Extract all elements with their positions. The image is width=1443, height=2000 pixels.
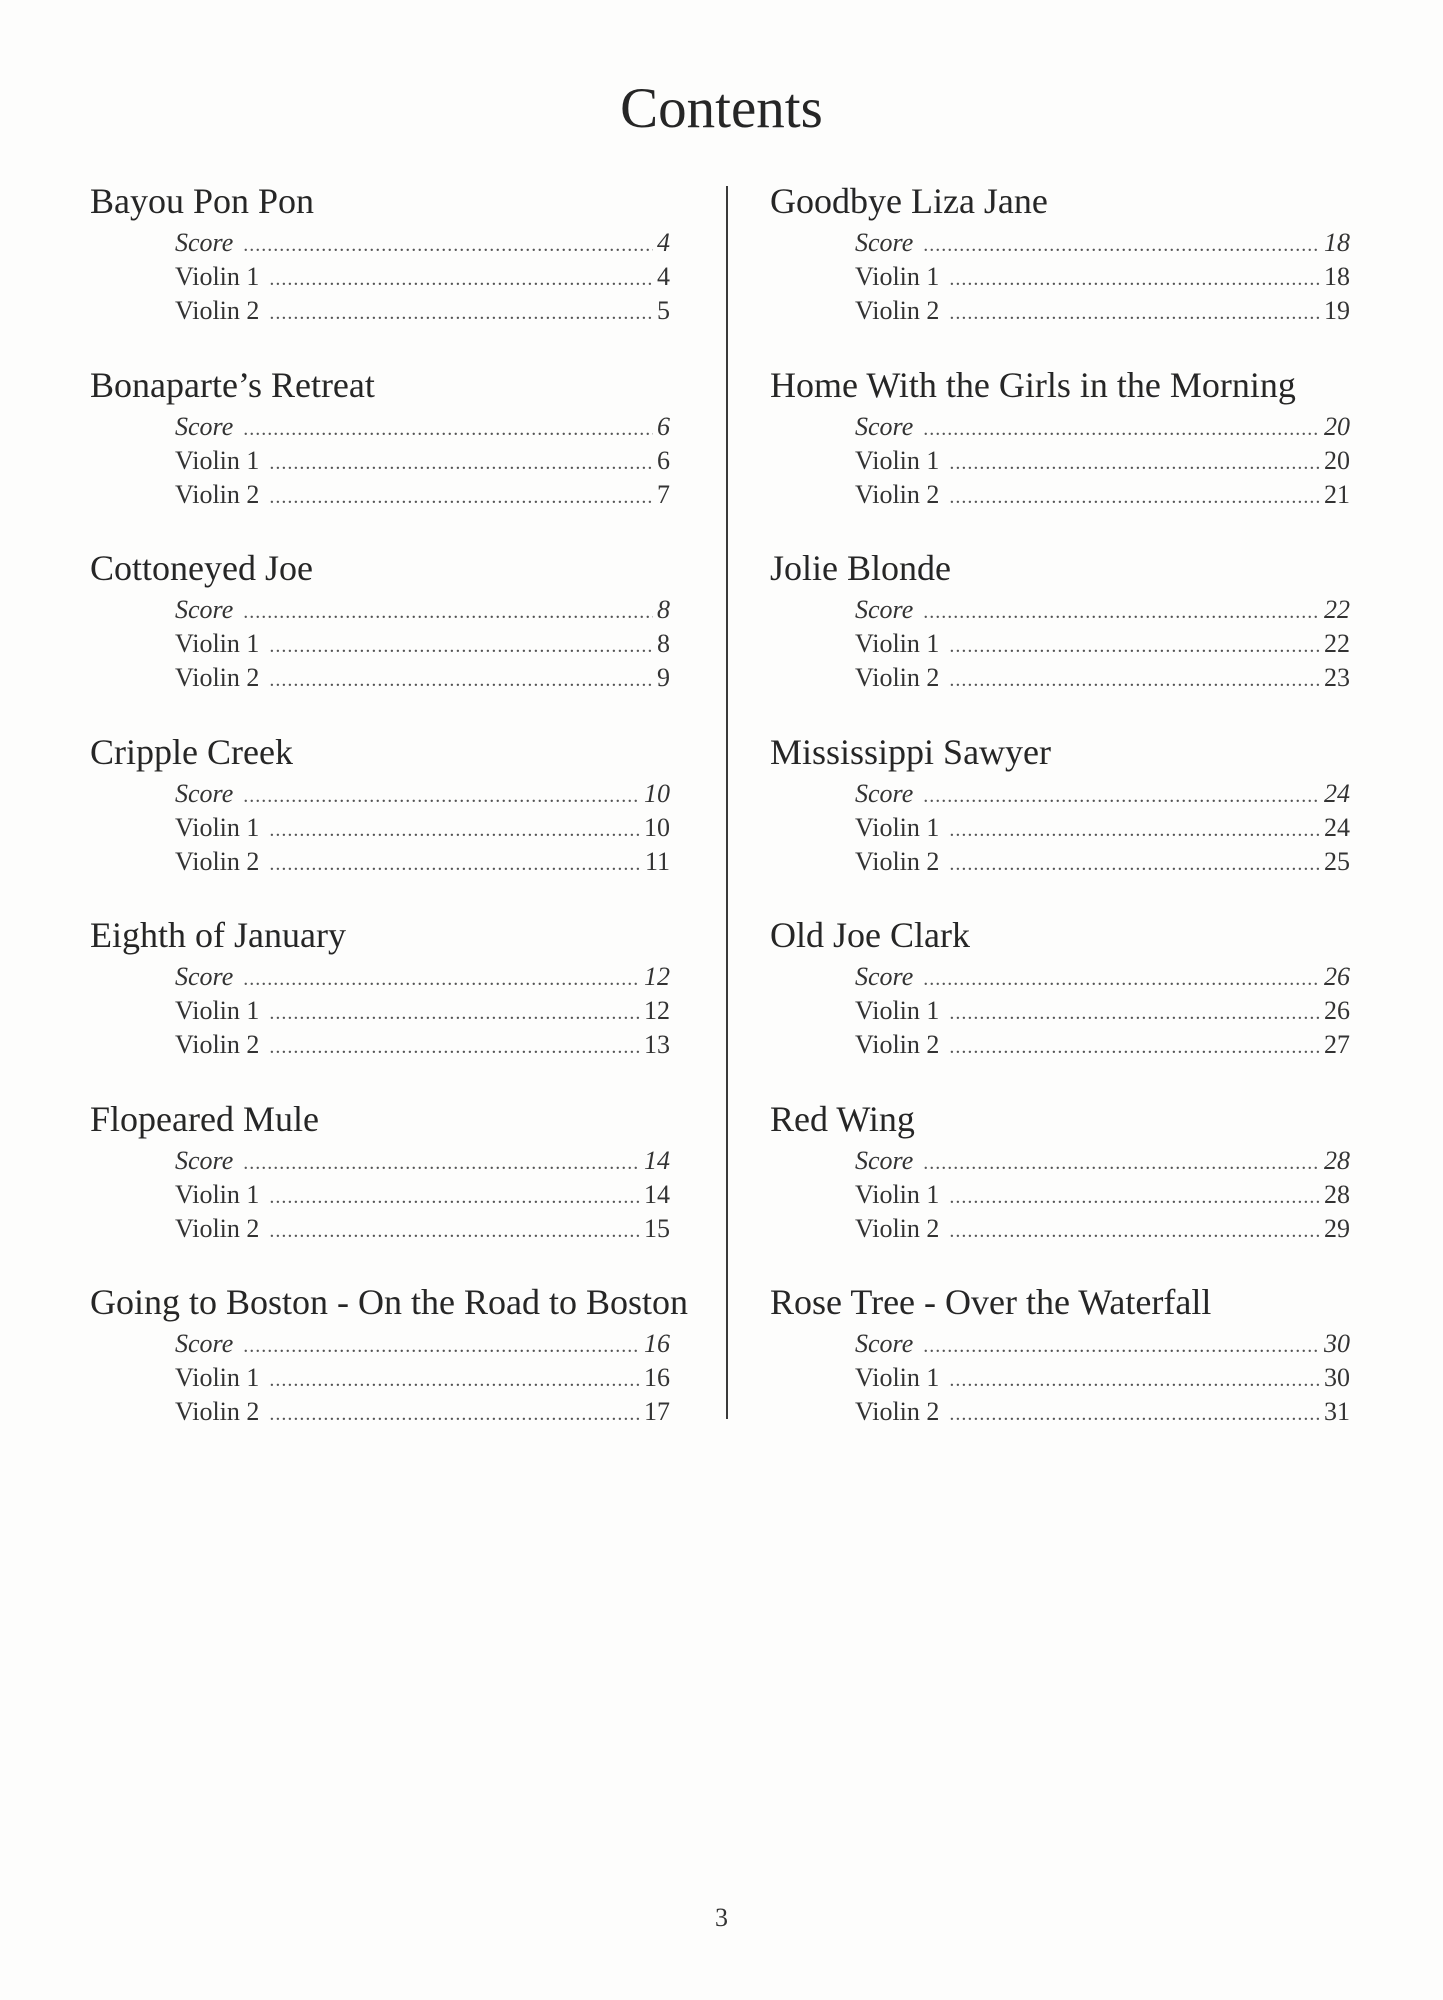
toc-entry-page: 22	[1324, 595, 1350, 624]
toc-entry-page: 26	[1324, 962, 1350, 991]
song-title: Going to Boston - On the Road to Boston	[90, 1282, 689, 1322]
toc-entry-label: Violin 2	[855, 1030, 940, 1059]
dot-leader	[269, 1363, 640, 1397]
toc-entry	[175, 294, 670, 328]
dot-leader	[269, 847, 641, 881]
dot-leader	[269, 1180, 640, 1214]
toc-left-column	[90, 178, 690, 1463]
toc-entry-page: 26	[1324, 996, 1350, 1025]
dot-leader	[269, 1030, 640, 1064]
song-title: Mississippi Sawyer	[770, 731, 1052, 772]
toc-entry-label: Score	[855, 1329, 914, 1358]
toc-section	[770, 362, 1370, 546]
toc-entry-page: 11	[644, 846, 670, 876]
dot-leader	[269, 296, 653, 330]
toc-entry	[855, 777, 1350, 811]
toc-entry	[175, 1028, 670, 1062]
toc-entry-label: Score	[175, 962, 234, 991]
toc-entry	[855, 1361, 1350, 1395]
toc-entry-page: 16	[644, 1363, 670, 1392]
toc-entry-label: Score	[855, 962, 914, 991]
toc-entry	[855, 1028, 1350, 1062]
toc-entry	[175, 811, 670, 845]
song-title: Flopeared Mule	[90, 1098, 319, 1139]
dot-leader	[949, 1180, 1320, 1214]
song-title: Cripple Creek	[90, 731, 293, 772]
toc-entry	[175, 1395, 670, 1429]
toc-entry	[175, 260, 670, 294]
toc-entry-label: Score	[175, 228, 234, 257]
dot-leader	[269, 996, 640, 1030]
song-title: Rose Tree - Over the Waterfall	[770, 1282, 1212, 1322]
toc-entry-label: Violin 1	[855, 812, 940, 842]
toc-entry-list	[855, 226, 1350, 328]
song-title: Red Wing	[770, 1098, 915, 1139]
song-title: Bonaparte’s Retreat	[90, 364, 375, 405]
toc-entry-page: 6	[657, 445, 670, 475]
toc-entry-list	[175, 777, 670, 879]
toc-entry-label: Violin 2	[855, 663, 940, 692]
song-title: Eighth of January	[90, 915, 346, 955]
toc-entry-page: 16	[644, 1329, 670, 1358]
toc-entry-label: Violin 2	[175, 1397, 260, 1426]
toc-entry-label: Score	[855, 778, 914, 808]
toc-entry-page: 7	[657, 479, 670, 509]
toc-entry-label: Violin 2	[175, 1213, 260, 1243]
dot-leader	[269, 663, 653, 697]
toc-entry-label: Score	[175, 778, 234, 808]
toc-entry	[855, 294, 1350, 328]
dot-leader	[243, 1146, 640, 1180]
toc-entry-page: 20	[1324, 445, 1350, 475]
toc-entry-label: Violin 1	[855, 1363, 940, 1392]
toc-section	[770, 545, 1370, 729]
dot-leader	[923, 595, 1320, 629]
toc-section	[90, 729, 690, 913]
song-title: Bayou Pon Pon	[90, 181, 315, 221]
dot-leader	[243, 779, 640, 813]
toc-entry-label: Score	[855, 595, 914, 624]
toc-entry	[175, 1212, 670, 1246]
toc-entry	[175, 960, 670, 994]
toc-entry-page: 4	[657, 228, 670, 257]
toc-entry-label: Violin 1	[175, 996, 260, 1025]
toc-entry-label: Violin 1	[855, 1179, 940, 1209]
dot-leader	[949, 1363, 1320, 1397]
toc-section	[90, 1096, 690, 1280]
toc-entry-page: 10	[644, 812, 670, 842]
toc-entry	[855, 260, 1350, 294]
toc-entry	[175, 593, 670, 627]
dot-leader	[923, 779, 1320, 813]
dot-leader	[949, 262, 1320, 296]
toc-entry-label: Violin 2	[855, 1397, 940, 1426]
toc-section	[770, 178, 1370, 362]
toc-entry	[175, 1178, 670, 1212]
toc-entry	[855, 1212, 1350, 1246]
toc-entry-page: 20	[1324, 411, 1350, 441]
toc-entry-page: 5	[657, 296, 670, 325]
toc-entry	[175, 226, 670, 260]
toc-entry-label: Score	[175, 595, 234, 624]
toc-entry-page: 8	[657, 595, 670, 624]
toc-entry-list	[855, 777, 1350, 879]
toc-entry-list	[855, 410, 1350, 512]
toc-entry-page: 10	[644, 778, 670, 808]
dot-leader	[243, 228, 653, 262]
dot-leader	[949, 813, 1320, 847]
toc-entry-label: Violin 1	[855, 262, 940, 291]
toc-entry	[855, 845, 1350, 879]
toc-entry-label: Violin 1	[175, 812, 260, 842]
toc-entry-page: 4	[657, 262, 670, 291]
dot-leader	[949, 446, 1320, 480]
page-number: 3	[715, 1903, 728, 1932]
toc-entry	[175, 478, 670, 512]
dot-leader	[269, 262, 653, 296]
dot-leader	[269, 446, 653, 480]
toc-entry-label: Violin 2	[175, 663, 260, 692]
toc-entry-page: 21	[1324, 479, 1350, 509]
toc-entry-label: Score	[855, 1145, 914, 1175]
dot-leader	[243, 1329, 640, 1363]
toc-entry	[855, 1395, 1350, 1429]
toc-entry-list	[175, 593, 670, 695]
column-divider	[726, 186, 728, 1419]
toc-entry	[855, 1144, 1350, 1178]
toc-entry-page: 24	[1324, 778, 1350, 808]
toc-entry	[175, 627, 670, 661]
toc-section	[90, 545, 690, 729]
toc-entry-label: Score	[175, 1329, 234, 1358]
page-title: Contents	[620, 77, 823, 140]
dot-leader	[269, 1397, 640, 1431]
toc-entry	[175, 444, 670, 478]
toc-entry	[175, 410, 670, 444]
dot-leader	[269, 813, 640, 847]
dot-leader	[243, 595, 653, 629]
toc-entry	[855, 593, 1350, 627]
toc-entry-page: 15	[644, 1213, 670, 1243]
toc-entry-label: Score	[855, 228, 914, 257]
dot-leader	[949, 663, 1320, 697]
dot-leader	[949, 996, 1320, 1030]
toc-entry-label: Score	[175, 1145, 234, 1175]
toc-section	[90, 912, 690, 1096]
toc-entry	[855, 661, 1350, 695]
toc-entry-page: 28	[1324, 1145, 1350, 1175]
toc-entry-label: Violin 2	[855, 1213, 940, 1243]
dot-leader	[949, 1397, 1320, 1431]
toc-entry-list	[175, 1144, 670, 1246]
song-title: Home With the Girls in the Morning	[770, 364, 1296, 405]
toc-entry-page: 17	[644, 1397, 670, 1426]
toc-entry-page: 8	[657, 629, 670, 658]
toc-section	[90, 1279, 690, 1463]
toc-entry-page: 19	[1324, 296, 1350, 325]
toc-entry-list	[855, 593, 1350, 695]
toc-entry	[855, 1178, 1350, 1212]
toc-entry-label: Violin 2	[855, 846, 940, 876]
dot-leader	[923, 228, 1320, 262]
toc-entry-page: 23	[1324, 663, 1350, 692]
toc-entry-page: 14	[644, 1145, 670, 1175]
toc-entry-page: 13	[644, 1030, 670, 1059]
dot-leader	[923, 412, 1320, 446]
toc-section	[770, 1096, 1370, 1280]
dot-leader	[269, 629, 653, 663]
toc-section	[90, 362, 690, 546]
toc-entry-list	[175, 960, 670, 1062]
toc-entry	[175, 777, 670, 811]
dot-leader	[269, 1214, 640, 1248]
toc-entry-label: Violin 1	[855, 996, 940, 1025]
toc-entry-page: 14	[644, 1179, 670, 1209]
toc-entry-label: Violin 2	[175, 1030, 260, 1059]
toc-entry-page: 12	[644, 996, 670, 1025]
toc-entry-label: Violin 1	[175, 629, 260, 658]
toc-entry-label: Violin 1	[175, 262, 260, 291]
dot-leader	[949, 1030, 1320, 1064]
toc-section	[770, 729, 1370, 913]
toc-entry	[855, 1327, 1350, 1361]
toc-entry-label: Violin 1	[175, 445, 260, 475]
toc-entry-list	[855, 1144, 1350, 1246]
toc-entry-label: Violin 1	[175, 1363, 260, 1392]
toc-entry	[175, 1144, 670, 1178]
toc-entry-list	[855, 960, 1350, 1062]
toc-entry-label: Violin 1	[855, 445, 940, 475]
dot-leader	[949, 296, 1320, 330]
toc-entry	[175, 845, 670, 879]
toc-entry	[855, 226, 1350, 260]
toc-entry-label: Violin 2	[855, 296, 940, 325]
dot-leader	[923, 962, 1320, 996]
toc-entry-page: 18	[1324, 228, 1350, 257]
dot-leader	[949, 847, 1320, 881]
toc-section	[770, 912, 1370, 1096]
song-title: Cottoneyed Joe	[90, 548, 313, 588]
toc-entry-page: 28	[1324, 1179, 1350, 1209]
toc-entry-label: Violin 1	[855, 629, 940, 658]
dot-leader	[923, 1146, 1320, 1180]
dot-leader	[949, 480, 1320, 514]
toc-entry-label: Violin 2	[175, 296, 260, 325]
toc-entry	[855, 960, 1350, 994]
dot-leader	[949, 1214, 1320, 1248]
toc-entry-list	[175, 226, 670, 328]
toc-entry-page: 27	[1324, 1030, 1350, 1059]
toc-entry	[855, 410, 1350, 444]
toc-entry-list	[855, 1327, 1350, 1429]
dot-leader	[949, 629, 1320, 663]
toc-entry-page: 30	[1324, 1329, 1350, 1358]
toc-entry-page: 6	[657, 411, 670, 441]
toc-entry-label: Score	[175, 411, 234, 441]
toc-right-column	[770, 178, 1370, 1463]
dot-leader	[269, 480, 653, 514]
dot-leader	[243, 412, 653, 446]
song-title: Goodbye Liza Jane	[770, 181, 1048, 221]
toc-entry-page: 30	[1324, 1363, 1350, 1392]
toc-section	[770, 1279, 1370, 1463]
toc-entry-page: 18	[1324, 262, 1350, 291]
toc-entry-page: 9	[657, 663, 670, 692]
toc-entry-page: 25	[1324, 846, 1350, 876]
toc-entry	[175, 994, 670, 1028]
toc-entry-label: Violin 1	[175, 1179, 260, 1209]
toc-entry-page: 12	[644, 962, 670, 991]
toc-section	[90, 178, 690, 362]
toc-entry-page: 22	[1324, 629, 1350, 658]
toc-entry-page: 24	[1324, 812, 1350, 842]
toc-entry-label: Score	[855, 411, 914, 441]
dot-leader	[243, 962, 640, 996]
toc-entry-page: 31	[1324, 1397, 1350, 1426]
dot-leader	[923, 1329, 1320, 1363]
toc-entry-label: Violin 2	[175, 846, 260, 876]
toc-entry-list	[175, 1327, 670, 1429]
toc-entry-list	[175, 410, 670, 512]
toc-entry	[855, 994, 1350, 1028]
toc-entry	[175, 661, 670, 695]
song-title: Old Joe Clark	[770, 915, 970, 955]
toc-entry	[855, 478, 1350, 512]
toc-entry	[175, 1327, 670, 1361]
toc-entry	[175, 1361, 670, 1395]
toc-entry	[855, 811, 1350, 845]
toc-entry-label: Violin 2	[855, 479, 940, 509]
toc-entry	[855, 627, 1350, 661]
song-title: Jolie Blonde	[770, 548, 951, 588]
toc-entry-label: Violin 2	[175, 479, 260, 509]
toc-entry	[855, 444, 1350, 478]
toc-entry-page: 29	[1324, 1213, 1350, 1243]
